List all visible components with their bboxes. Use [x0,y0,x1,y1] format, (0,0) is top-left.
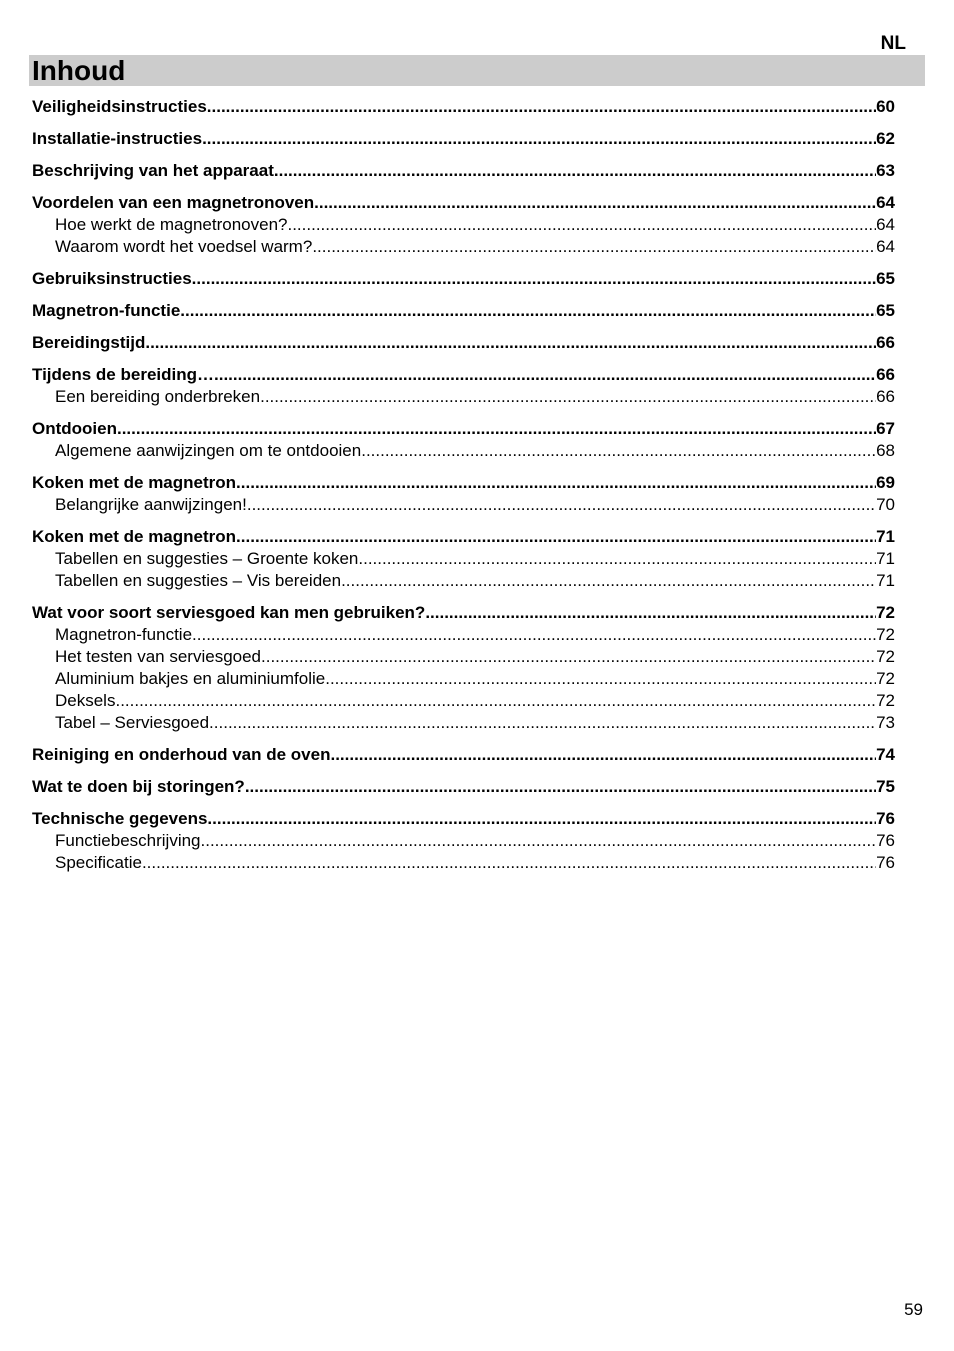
toc-subsection-entry [32,494,895,516]
toc-entry-page: 76 [876,831,895,850]
toc-dot-leader [117,418,876,440]
toc-entry-label: Wat te doen bij storingen? [32,777,245,796]
page-title: Inhoud [32,55,126,86]
toc-section-entry [32,744,895,766]
language-code: NL [880,33,906,54]
toc-dot-leader [287,214,876,236]
toc-entry-page: 64 [876,237,895,256]
toc-entry-label: Reiniging en onderhoud van de oven [32,745,331,764]
toc-dot-leader [180,300,876,322]
page-number: 59 [904,1300,923,1319]
toc-dot-leader [192,624,876,646]
toc-dot-leader [145,332,876,354]
toc-dot-leader [425,602,876,624]
toc-entry-label: Gebruiksinstructies [32,269,192,288]
toc-entry-page: 65 [876,269,895,288]
toc-entry-label: Deksels [55,691,116,710]
toc-entry-page: 72 [876,625,895,644]
toc-dot-leader [245,776,876,798]
toc-entry-page: 60 [876,97,895,116]
toc-entry-page: 72 [876,669,895,688]
toc-entry-page: 72 [876,691,895,710]
toc-entry-page: 74 [876,745,895,764]
toc-dot-leader [202,128,876,150]
toc-entry-label: Beschrijving van het apparaat [32,161,274,180]
toc-entry-page: 76 [876,809,895,828]
toc-entry-label: Specificatie [55,853,142,872]
toc-section-entry [32,96,895,118]
toc-entry-page: 76 [876,853,895,872]
toc-dot-leader [247,494,876,516]
toc-dot-leader [192,268,876,290]
toc-entry-page: 75 [876,777,895,796]
toc-entry-label: Een bereiding onderbreken [55,387,261,406]
toc-entry-label: Ontdooien [32,419,117,438]
toc-subsection-entry [32,386,895,408]
title-bar [29,55,925,86]
toc-entry-label: Waarom wordt het voedsel warm? [55,237,313,256]
toc-section-entry [32,776,895,798]
toc-dot-leader [361,440,876,462]
toc-entry-label: Tabellen en suggesties – Vis bereiden [55,571,342,590]
toc-dot-leader [236,472,876,494]
toc-entry-page: 66 [876,387,895,406]
toc-entry-label: Algemene aanwijzingen om te ontdooien [55,441,362,460]
toc-subsection-entry [32,548,895,570]
toc-entry-page: 67 [876,419,895,438]
toc-dot-leader [207,96,876,118]
toc-entry-label: Hoe werkt de magnetronoven? [55,215,288,234]
toc-entry-page: 68 [876,441,895,460]
toc-dot-leader [214,364,876,386]
toc-section-entry [32,192,895,214]
toc-entry-page: 69 [876,473,895,492]
toc-entry-label: Koken met de magnetron [32,473,237,492]
toc-entry-page: 71 [876,549,895,568]
toc-entry-page: 66 [876,365,895,384]
toc-entry-label: Aluminium bakjes en aluminiumfolie [55,669,326,688]
toc-subsection-entry [32,624,895,646]
toc-entry-label: Belangrijke aanwijzingen! [55,495,247,514]
toc-dot-leader [207,808,876,830]
table-of-contents [32,96,895,874]
toc-entry-page: 71 [876,571,895,590]
toc-dot-leader [312,236,876,258]
toc-entry-label: Bereidingstijd [32,333,146,352]
toc-entry-label: Magnetron-functie [55,625,193,644]
toc-entry-page: 65 [876,301,895,320]
toc-entry-label: Voordelen van een magnetronoven [32,193,315,212]
toc-entry-page: 72 [876,647,895,666]
toc-subsection-entry [32,830,895,852]
toc-subsection-entry [32,214,895,236]
toc-section-entry [32,602,895,624]
toc-dot-leader [261,646,876,668]
toc-entry-page: 71 [876,527,895,546]
toc-dot-leader [314,192,876,214]
toc-subsection-entry [32,852,895,874]
toc-section-entry [32,268,895,290]
toc-subsection-entry [32,668,895,690]
toc-entry-page: 62 [876,129,895,148]
toc-entry-label: Wat voor soort serviesgoed kan men gebruiken? [32,603,426,622]
toc-dot-leader [115,690,876,712]
toc-entry-label: Veiligheidsinstructies [32,97,207,116]
toc-subsection-entry [32,646,895,668]
toc-subsection-entry [32,440,895,462]
toc-subsection-entry [32,236,895,258]
toc-dot-leader [236,526,876,548]
toc-section-entry [32,526,895,548]
toc-subsection-entry [32,570,895,592]
toc-section-entry [32,418,895,440]
toc-dot-leader [209,712,876,734]
toc-dot-leader [142,852,876,874]
toc-entry-page: 66 [876,333,895,352]
toc-dot-leader [201,830,877,852]
toc-entry-page: 64 [876,215,895,234]
toc-entry-page: 64 [876,193,895,212]
toc-dot-leader [341,570,876,592]
toc-subsection-entry [32,690,895,712]
toc-entry-page: 70 [876,495,895,514]
toc-section-entry [32,300,895,322]
toc-entry-label: Functiebeschrijving [55,831,201,850]
toc-entry-label: Tabellen en suggesties – Groente koken [55,549,359,568]
toc-entry-label: Magnetron-functie [32,301,181,320]
toc-dot-leader [358,548,876,570]
toc-entry-page: 72 [876,603,895,622]
toc-entry-label: Tabel – Serviesgoed [55,713,210,732]
toc-entry-label: Het testen van serviesgoed [55,647,262,666]
toc-section-entry [32,808,895,830]
toc-dot-leader [274,160,876,182]
toc-entry-page: 73 [876,713,895,732]
toc-entry-label: Installatie-instructies [32,129,203,148]
toc-dot-leader [260,386,876,408]
toc-entry-page: 63 [876,161,895,180]
toc-section-entry [32,160,895,182]
toc-dot-leader [330,744,876,766]
toc-entry-label: Technische gegevens [32,809,208,828]
toc-entry-label: Koken met de magnetron [32,527,237,546]
toc-entry-label: Tijdens de bereiding… [32,365,214,384]
toc-dot-leader [325,668,876,690]
toc-section-entry [32,364,895,386]
toc-section-entry [32,128,895,150]
toc-subsection-entry [32,712,895,734]
toc-section-entry [32,332,895,354]
toc-section-entry [32,472,895,494]
